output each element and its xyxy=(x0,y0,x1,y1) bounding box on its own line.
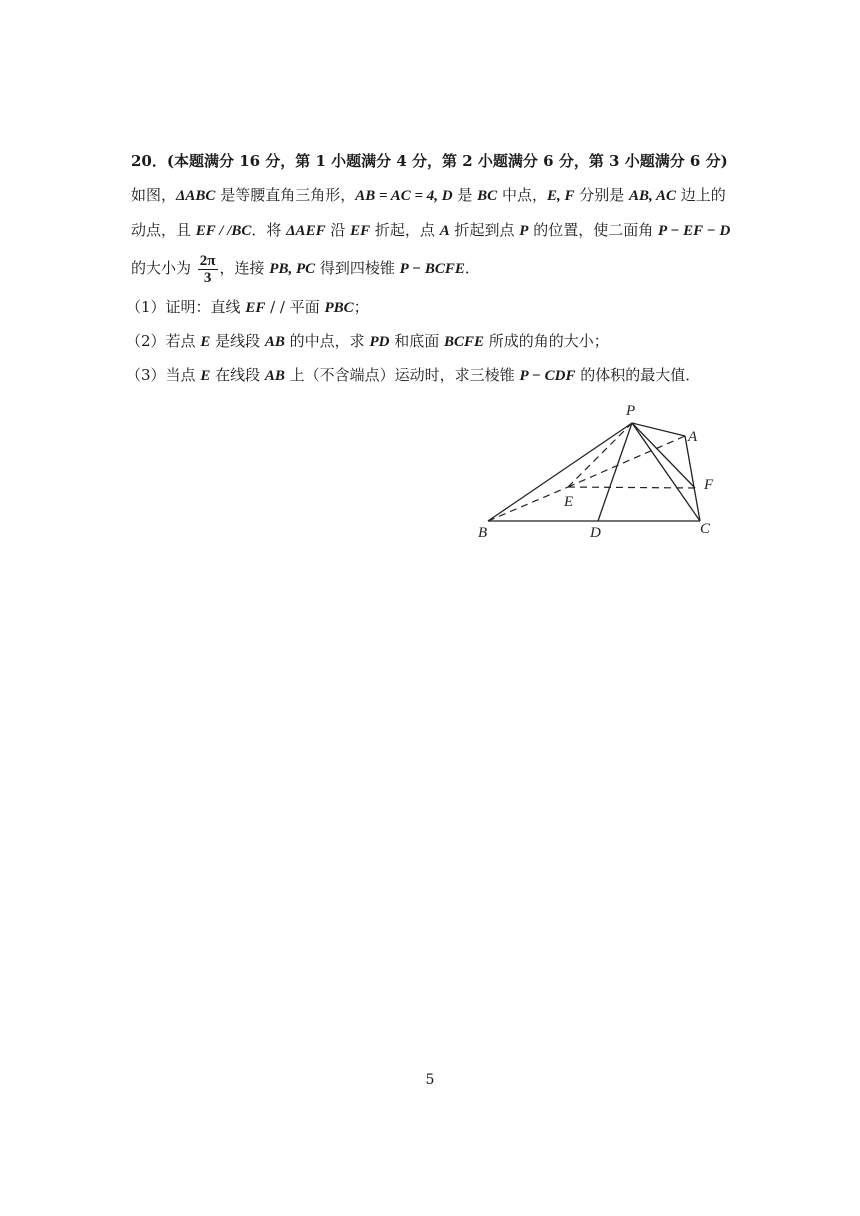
problem-line-2 xyxy=(131,219,730,242)
text: ； xyxy=(353,298,369,316)
text: 的体积的最大值． xyxy=(575,366,701,384)
math: ΔABC xyxy=(176,188,216,204)
edge-pe-dashed xyxy=(568,423,632,487)
fraction-denominator: 3 xyxy=(203,269,212,286)
math: E xyxy=(200,368,211,384)
text: 的大小为 xyxy=(131,259,196,277)
edge-pb xyxy=(488,423,632,521)
math: P − CDF xyxy=(519,368,576,384)
math: P − BCFE xyxy=(399,261,465,277)
text: 动点，且 xyxy=(131,221,196,239)
text: 的位置，使二面角 xyxy=(528,221,658,239)
text: 中点， xyxy=(497,186,547,204)
label-b: B xyxy=(478,525,488,541)
math: EF xyxy=(245,300,266,316)
text: 得到四棱锥 xyxy=(315,259,400,277)
text: / / 平面 xyxy=(265,298,325,316)
math: PB, PC xyxy=(269,261,316,277)
label-e: E xyxy=(564,494,574,510)
question-1 xyxy=(126,296,369,319)
text: （1）证明：直线 xyxy=(126,298,246,316)
label-d: D xyxy=(590,525,601,541)
math: P xyxy=(519,223,529,239)
math: P − EF − D xyxy=(657,223,731,239)
text: 是线段 xyxy=(210,332,265,350)
text: 折起到点 xyxy=(449,221,520,239)
math: PD xyxy=(369,334,390,350)
math: ΔAEF xyxy=(286,223,326,239)
text: 如图， xyxy=(131,186,177,204)
problem-line-1 xyxy=(131,184,726,207)
text: 分别是 xyxy=(574,186,630,204)
text: 是 xyxy=(452,186,478,204)
text: 和底面 xyxy=(389,332,444,350)
math: AB, AC xyxy=(629,188,676,204)
pyramid-figure xyxy=(470,398,740,548)
text: 是等腰直角三角形， xyxy=(215,186,356,204)
text: 边上的 xyxy=(675,186,726,204)
math: AB xyxy=(264,368,285,384)
fraction-numerator: 2π xyxy=(199,252,216,269)
math: PBC xyxy=(324,300,354,316)
text: （3）当点 xyxy=(126,366,201,384)
edge-pf xyxy=(632,423,695,488)
fraction xyxy=(198,253,218,286)
page-number: 5 xyxy=(425,1072,435,1088)
text: 的中点，求 xyxy=(284,332,370,350)
text: ． xyxy=(464,259,480,277)
text: ，连接 xyxy=(219,259,270,277)
math: AB = AC = 4, D xyxy=(355,188,453,204)
math: EF / /BC xyxy=(195,223,252,239)
math: AB xyxy=(264,334,285,350)
label-a: A xyxy=(688,429,698,445)
math: E, F xyxy=(546,188,575,204)
math: BC xyxy=(477,188,498,204)
math: BCFE xyxy=(443,334,485,350)
text: 上（不含端点）运动时，求三棱锥 xyxy=(284,366,520,384)
math: A xyxy=(439,223,450,239)
edge-ea-dashed xyxy=(568,436,685,487)
text: 所成的角的大小； xyxy=(484,332,609,350)
text: 折起，点 xyxy=(370,221,440,239)
math: EF xyxy=(350,223,371,239)
math: E xyxy=(200,334,211,350)
label-f: F xyxy=(704,477,714,493)
question-3 xyxy=(126,364,700,387)
edge-ac xyxy=(685,436,700,521)
label-c: C xyxy=(700,521,711,537)
problem-header: 20．(本题满分 16 分，第 1 小题满分 4 分，第 2 小题满分 6 分，第 3 小题满分 6 分) xyxy=(131,152,728,170)
edge-be-dashed xyxy=(488,487,568,521)
problem-line-3 xyxy=(131,250,480,287)
question-2 xyxy=(126,330,609,353)
text: （2）若点 xyxy=(126,332,201,350)
text: 在线段 xyxy=(210,366,265,384)
text: 沿 xyxy=(325,221,351,239)
label-p: P xyxy=(626,403,636,419)
text: ．将 xyxy=(251,221,287,239)
